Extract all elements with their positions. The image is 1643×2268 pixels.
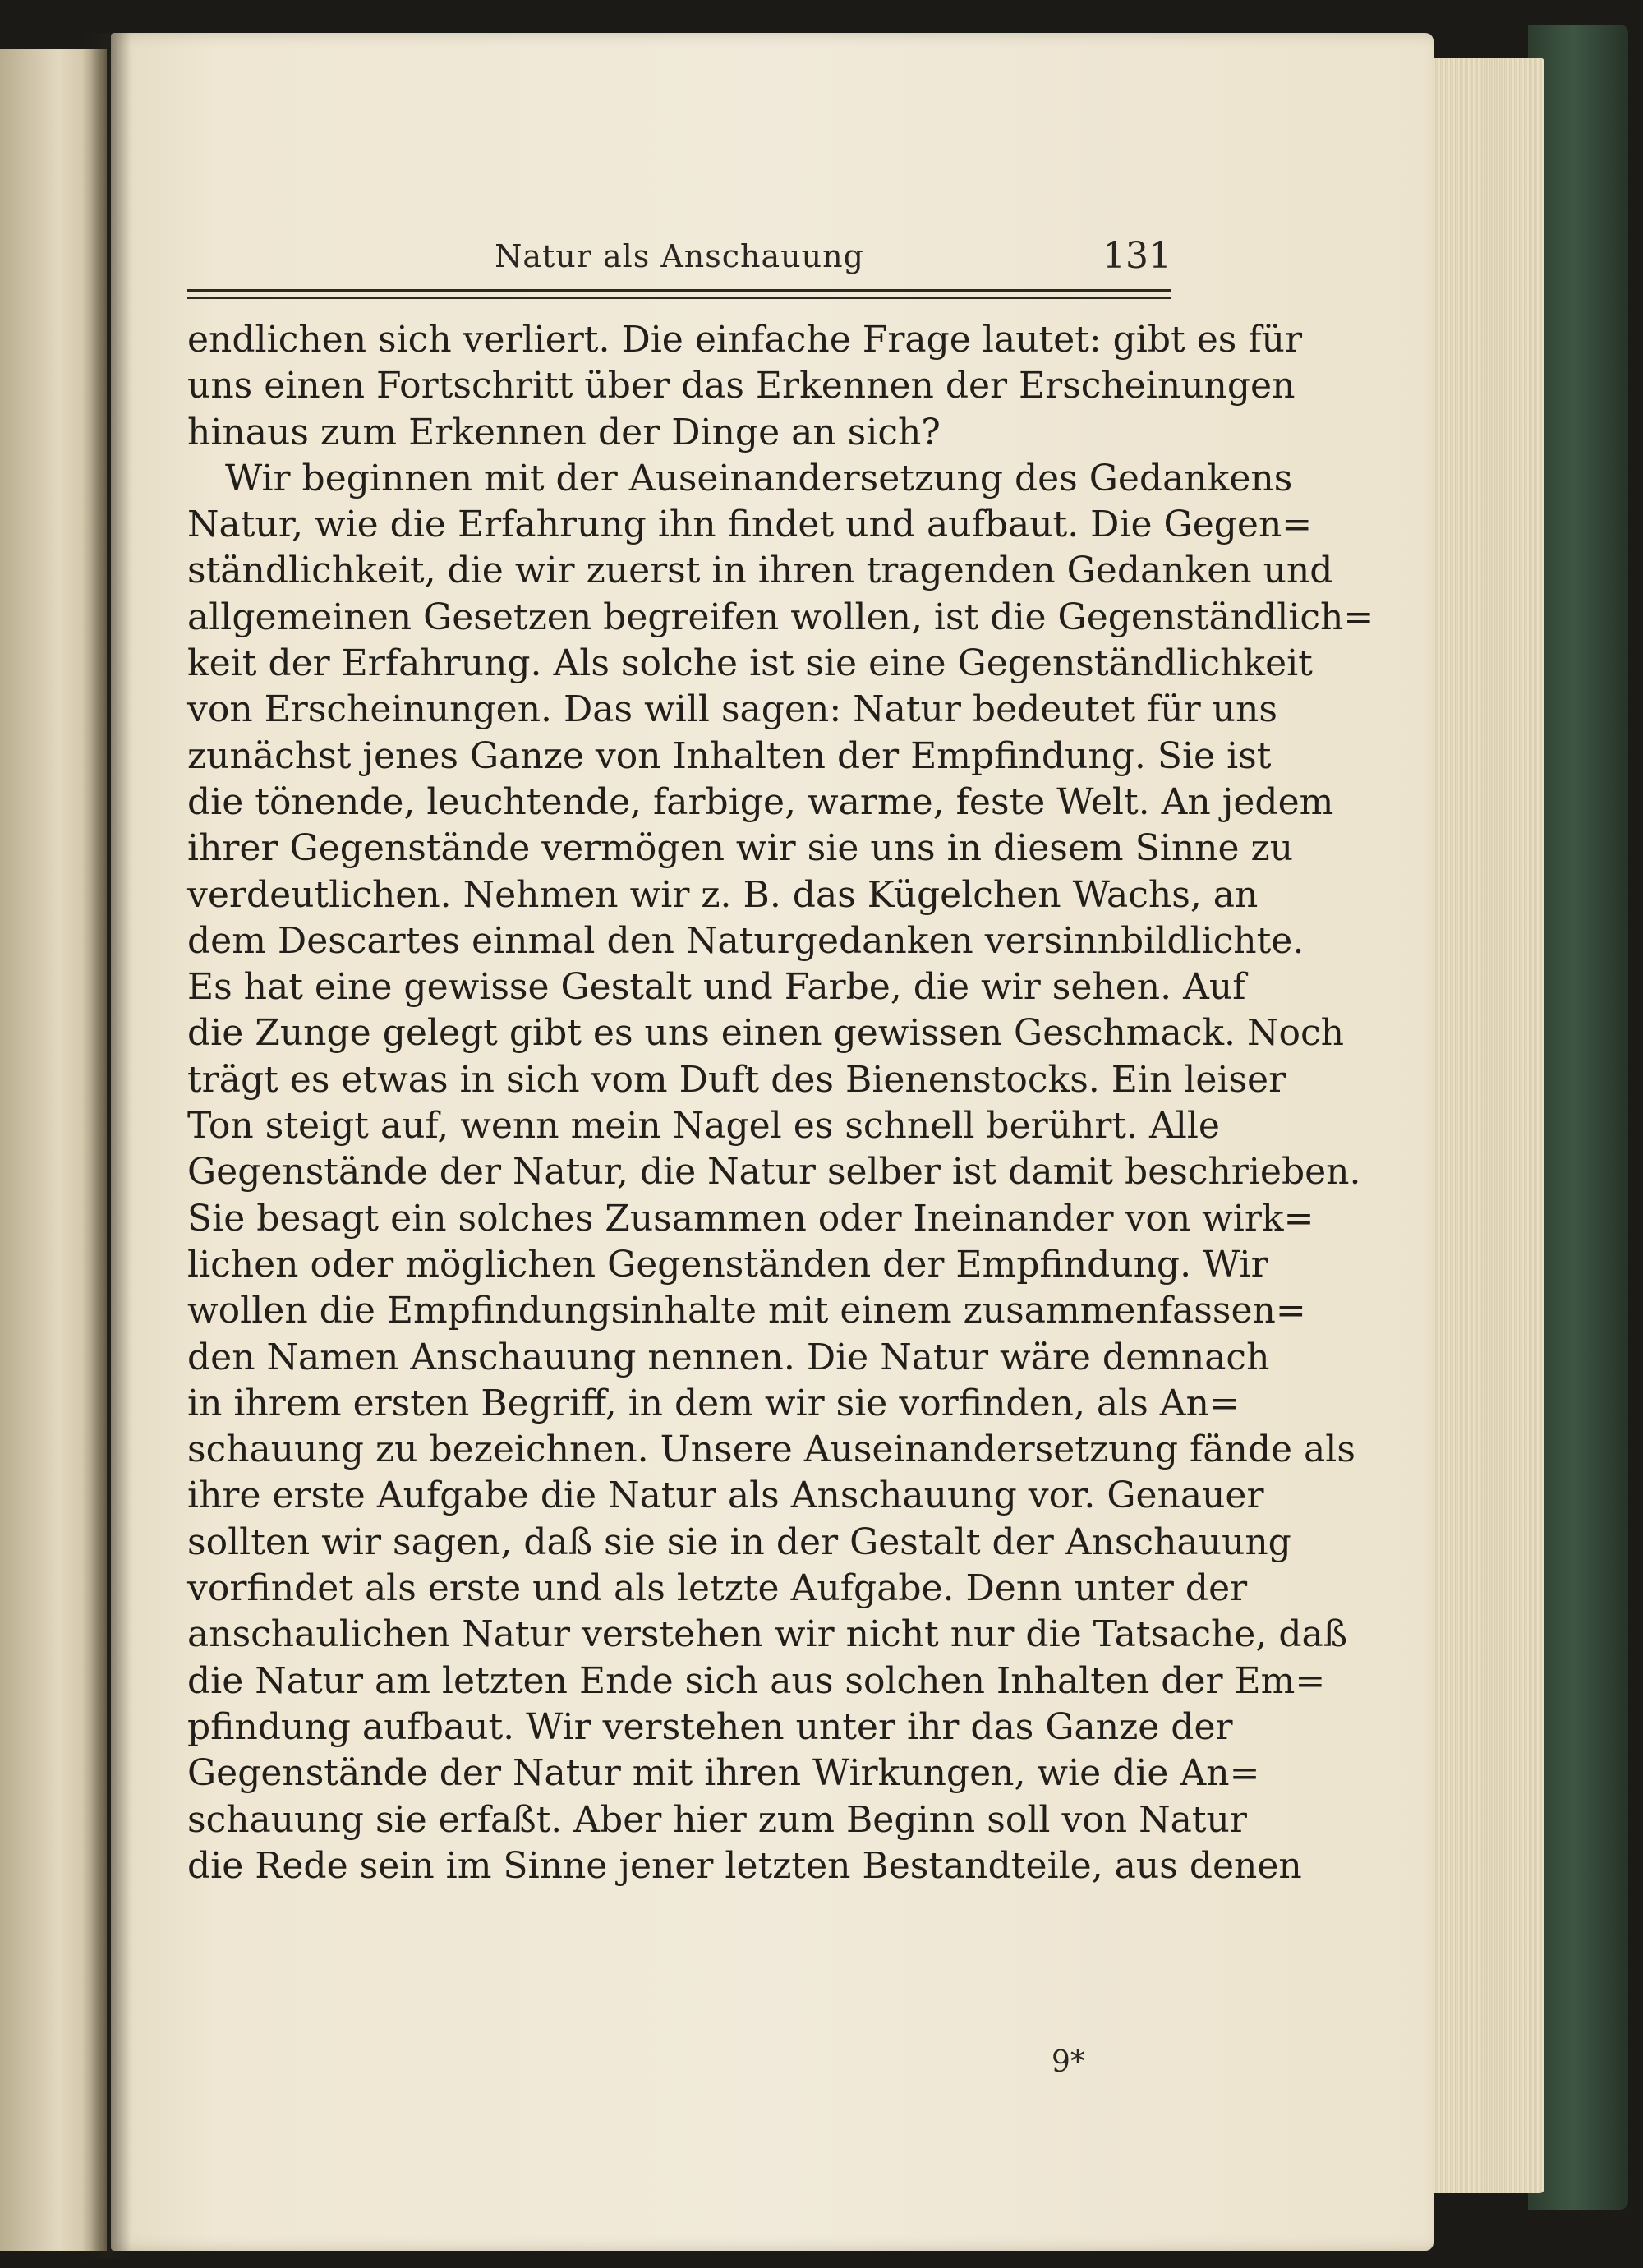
text-line: Wir beginnen mit der Auseinandersetzung des Gedankens [225,457,1293,499]
signature-mark: 9* [1052,2045,1085,2079]
running-head: Natur als Anschauung [495,238,864,274]
text-line: ihre erste Aufgabe die Natur als Anschauung vor. Genauer [187,1474,1264,1517]
page-header [187,235,1171,288]
text-line: dem Descartes einmal den Naturgedanken versinnbildlichte. [187,919,1305,962]
text-line: pfindung aufbaut. Wir verstehen unter ihr das Ganze der [187,1705,1233,1748]
text-line: ihrer Gegenstände vermögen wir sie uns in diesem Sinne zu [187,827,1294,870]
text-line: zunächst jenes Ganze von Inhalten der Empfindung. Sie ist [187,734,1272,777]
text-line: allgemeinen Gesetzen begreifen wollen, ist die Gegenständlich= [187,596,1374,638]
text-line: hinaus zum Erkennen der Dinge an sich? [187,411,941,453]
text-line: wollen die Empfindungsinhalte mit einem zusammenfassen= [187,1290,1306,1332]
text-line: die Zunge gelegt gibt es uns einen gewissen Geschmack. Noch [187,1012,1344,1055]
text-line: in ihrem ersten Begriff, in dem wir sie vorfinden, als An= [187,1382,1240,1424]
text-line: schauung zu bezeichnen. Unsere Auseinandersetzung fände als [187,1428,1355,1471]
text-line: verdeutlichen. Nehmen wir z. B. das Kügelchen Wachs, an [187,873,1259,916]
book-gutter [82,33,131,2259]
text-line: schauung sie erfaßt. Aber hier zum Beginn soll von Natur [187,1798,1247,1841]
page-edges [1421,58,1544,2193]
text-line: ständlichkeit, die wir zuerst in ihren tragenden Gedanken und [187,550,1333,592]
text-line: von Erscheinungen. Das will sagen: Natur bedeutet für uns [187,688,1277,731]
text-line: Sie besagt ein solches Zusammen oder Ineinander von wirk= [187,1197,1314,1240]
text-line: endlichen sich verliert. Die einfache Frage lautet: gibt es für [187,319,1302,361]
text-line: uns einen Fortschritt über das Erkennen der Erscheinungen [187,365,1296,407]
text-line: Natur, wie die Erfahrung ihn findet und aufbaut. Die Gegen= [187,504,1313,546]
header-rule-thin [187,297,1171,299]
text-line: anschaulichen Natur verstehen wir nicht nur die Tatsache, daß [187,1613,1348,1656]
text-line: Ton steigt auf, wenn mein Nagel es schnell berührt. Alle [187,1105,1220,1148]
text-line: keit der Erfahrung. Als solche ist sie eine Gegenständlichkeit [187,642,1313,685]
text-line: sollten wir sagen, daß sie sie in der Gestalt der Anschauung [187,1520,1291,1563]
text-line: trägt es etwas in sich vom Duft des Bienenstocks. Ein leiser [187,1058,1286,1101]
text-line: Gegenstände der Natur mit ihren Wirkungen, wie die An= [187,1752,1260,1795]
text-line: lichen oder möglichen Gegenständen der Empfindung. Wir [187,1243,1268,1286]
text-line: Gegenstände der Natur, die Natur selber ist damit beschrieben. [187,1151,1361,1194]
text-line: vorfindet als erste und als letzte Aufgabe. Denn unter der [187,1567,1248,1610]
text-line: die tönende, leuchtende, farbige, warme, feste Welt. An jedem [187,780,1334,823]
body-text [187,317,1374,1889]
text-line: Es hat eine gewisse Gestalt und Farbe, die wir sehen. Auf [187,966,1246,1009]
page-number: 131 [1102,235,1171,277]
text-line: die Natur am letzten Ende sich aus solchen Inhalten der Em= [187,1659,1326,1702]
text-line: den Namen Anschauung nennen. Die Natur wäre demnach [187,1336,1270,1378]
text-line: die Rede sein im Sinne jener letzten Bestandteile, aus denen [187,1844,1302,1887]
header-rule-thick [187,289,1171,292]
